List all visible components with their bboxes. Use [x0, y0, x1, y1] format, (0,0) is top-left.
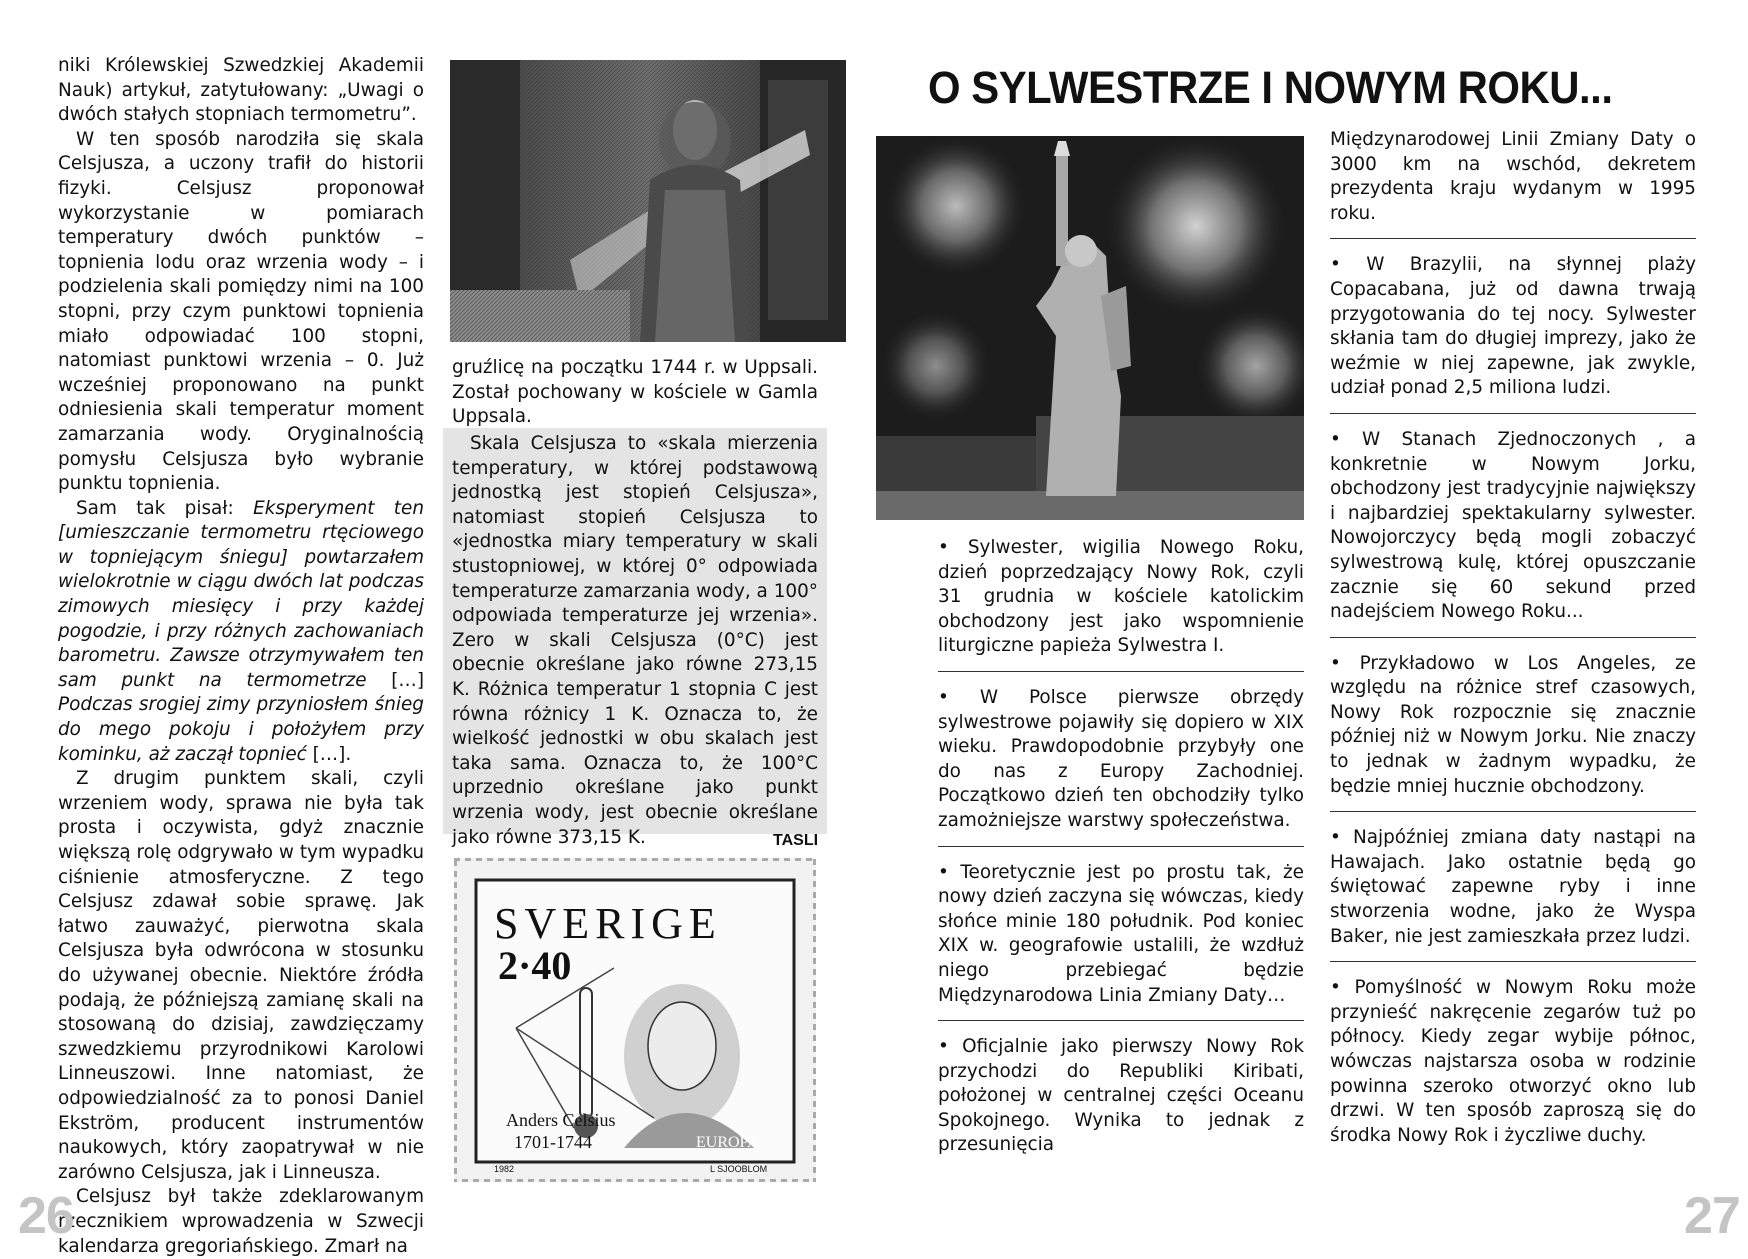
middle-text-top	[452, 356, 818, 430]
celsius-engraving-image	[450, 60, 846, 342]
paragraph: W ten sposób narodziła się skala Celsjusza, a uczony trafił do historii fizyki. Celsjusz proponował wykorzystanie w pomiarach temperatury dwóch punktów – topnienia lodu oraz wrzenia wody – i podzielenia skali pomiędzy nimi na 100 stopni, przy czym punktowi topnienia miało odpowiadać 100 stopni, natomiast punktowi wrzenia – 0. Już wcześniej proponowano na punkt odniesienia skali temperatur moment zamarzania wody. Oryginalnością pomysłu Celsjusza było wybranie punktu topnienia.	[58, 128, 424, 495]
paragraph: gruźlicę na początku 1744 r. w Uppsali. Został pochowany w kościele w Gamla Uppsala.	[452, 357, 818, 428]
page-number-left: 26	[18, 1187, 74, 1245]
divider	[938, 1020, 1304, 1021]
headline: O SYLWESTRZE I NOWYM ROKU...	[928, 62, 1613, 113]
right-text-column-b	[1330, 128, 1696, 1148]
divider	[938, 671, 1304, 672]
bullet-item: • W Polsce pierwsze obrzędy sylwestrowe pojawiły się dopiero w XIX wieku. Prawdopodobnie przybyły one do nas z Europy Zachodniej. Początkowo dzień ten obchodziły tylko zamożniejsze warstwy społeczeństwa.	[938, 686, 1304, 831]
stamp-year: 1982	[494, 1164, 515, 1174]
page-number-right: 27	[1684, 1187, 1740, 1245]
divider	[1330, 238, 1696, 239]
paragraph: Z drugim punktem skali, czyli wrzeniem wody, sprawa nie była tak prosta i oczywista, gdyż znacznie większą rolę odgrywało w tym wypadku ciśnienie atmosferyczne. Z tego Celsjusz zdawał sobie sprawę. Jak łatwo zauważyć, pierwotna skala Celsjusza była odwrócona w stosunku do używanej obecnie. Niektóre źródła podają, że późniejszą zamianę skali na stosowaną do dzisiaj, zawdzięczamy szwedzkiemu przyrodnikowi Karolowi Linneuszowi. Inne natomiast, że odpowiedzialność za to ponosi Daniel Ekström, producent instrumentów naukowych, który zaopatrywał w nie zarówno Celsjusza, jak i Linneusza.	[58, 768, 424, 1183]
stamp-years: 1701-1744	[514, 1132, 592, 1152]
stamp-brand: EUROPA	[696, 1134, 759, 1151]
bullet-item: Międzynarodowej Linii Zmiany Daty o 3000 km na wschód, dekretem prezydenta kraju wydanym w 1995 roku.	[1330, 129, 1696, 224]
bullet-item: • Teoretycznie jest po prostu tak, że nowy dzień zaczyna się wówczas, kiedy słońce minie 180 południk. Pod koniec XIX w. geografowie ustalili, że wzdłuż niego przebiegać będzie Międzynarodowa Linia Zmiany Daty…	[938, 861, 1304, 1006]
divider	[1330, 413, 1696, 414]
bullet-item: • Oficjalnie jako pierwszy Nowy Rok przychodzi do Republiki Kiribati, położonej w centralnej części Oceanu Spokojnego. Wynika to jednak z przesunięcia	[938, 1036, 1304, 1156]
bullet-item: • Najpóźniej zmiana daty nastąpi na Hawajach. Jako ostatnie będą go świętować zapewne ryby i inne stworzenia wodne, jako że Wyspa Baker, nie jest zamieszkała przez ludzi.	[1330, 827, 1696, 947]
celsius-stamp-image	[454, 858, 816, 1182]
left-text-column	[58, 54, 424, 1259]
stamp-country: SVERIGE	[494, 899, 722, 948]
bullet-item: • Przykładowo w Los Angeles, ze względu na różnice stref czasowych, Nowy Rok rozpocznie się znacznie później niż w Nowym Jorku. Nie znaczy to jednak w żadnym wypadku, że będzie mniej hucznie obchodzony.	[1330, 652, 1696, 797]
bullet-item: • W Brazylii, na słynnej plaży Copacabana, już od dawna trwają przygotowania do tej nocy. Sylwester skłania tam do długiej imprezy, jako że weźmie w niej zapewne, jak zwykle, udział ponad 2,5 miliona ludzi.	[1330, 254, 1696, 399]
divider	[938, 846, 1304, 847]
bullet-item: • W Stanach Zjednoczonych , a konkretnie w Nowym Jorku, obchodzony jest tradycyjnie największy i najbardziej spektakularny sylwester. Nowojorczycy będą mogli zobaczyć sylwestrową kulę, której opuszczanie zacznie się 60 sekund przed nadejściem Nowego Roku...	[1330, 428, 1696, 623]
bullet-item: • Sylwester, wigilia Nowego Roku, dzień poprzedzający Nowy Rok, czyli 31 grudnia w kościele katolickim obchodzony jest jako wspomnienie liturgiczne papieża Sylwestra I.	[938, 537, 1304, 657]
divider	[1330, 637, 1696, 638]
stamp-designer: L SJOOBLOM	[710, 1164, 768, 1174]
quote-paragraph: Sam tak pisał: Eksperyment ten [umieszczanie termometru rtęciowego w topniejącym śniegu] powtarzałem wielokrotnie w ciągu dwóch lat podczas zimowych miesięcy i przy każdej pogodzie, i przy różnych zachowaniach barometru. Zawsze otrzymywałem ten sam punkt na termometrze […] Podczas srogiej zimy przyniosłem śnieg do mego pokoju i położyłem przy kominku, aż zaczął topnieć […].	[58, 497, 424, 765]
statue-of-liberty-fireworks-image	[876, 136, 1304, 520]
paragraph: Celsjusz był także zdeklarowanym rzecznikiem wprowadzenia w Szwecji kalendarza gregoriańskiego. Zmarł na	[58, 1186, 424, 1257]
right-text-column-a	[938, 536, 1304, 1158]
paragraph: niki Królewskiej Szwedzkiej Akademii Nauk) artykuł, zatytułowany: „Uwagi o dwóch stałych stopniach termometru”.	[58, 55, 424, 126]
stamp-name: Anders Celsius	[506, 1110, 616, 1130]
definition-text: Skala Celsjusza to «skala mierzenia temperatury, w której podstawową jednostką jest stopień Celsjusza», natomiast stopień Celsjusza to «jednostka miary temperatury w skali stustopniowej, w której 0° odpowiada temperaturze zamarzania wody, a 100° odpowiada temperaturze jej wrzenia». Zero w skali Celsjusza (0°C) jest obecnie określane jako równe 273,15 K. Różnica temperatur 1 stopnia C jest równa różnicy 1 K. Oznacza to, że wielkość jednostki w obu skalach jest taka sama. Oznacza to, że 100°C uprzednio określane jako punkt wrzenia wody, jest obecnie określane jako równe 373,15 K.	[452, 433, 818, 848]
divider	[1330, 961, 1696, 962]
stamp-value: 2·40	[498, 943, 572, 988]
divider	[1330, 811, 1696, 812]
bullet-item: • Pomyślność w Nowym Roku może przynieść nakręcenie zegarów tuż po północy. Kiedy zegar wybije północ, wówczas najstarsza osoba w rodzinie powinna szeroko otworzyć okno lub drzwi. W ten sposób zaproszą się do środka Nowy Rok i życzliwe duchy.	[1330, 977, 1696, 1146]
author-signature: TASLI	[773, 832, 819, 849]
